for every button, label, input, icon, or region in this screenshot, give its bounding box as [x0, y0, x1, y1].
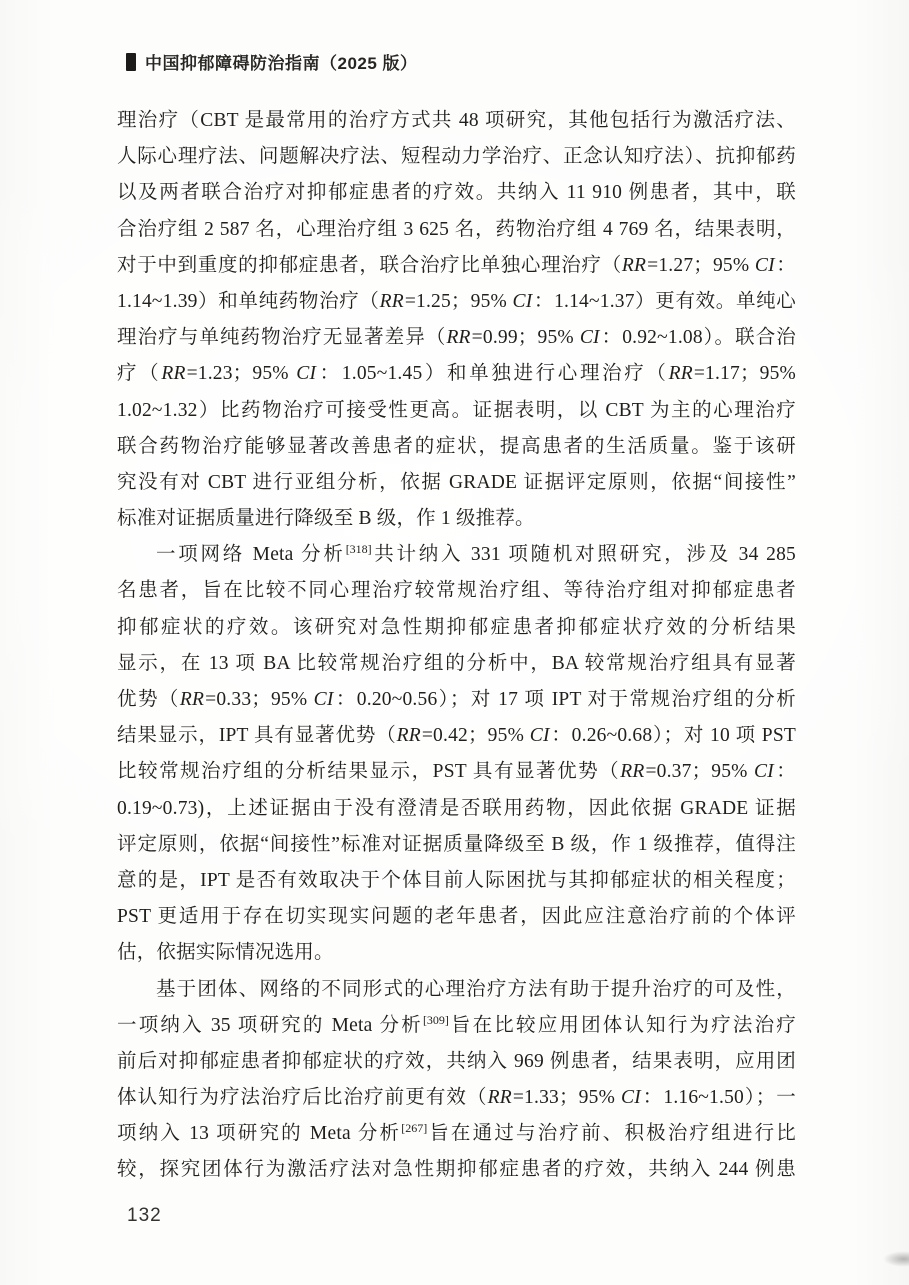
text-line: 0.19~0.73)，上述证据由于没有澄清是否联用药物，因此依据 GRADE 证据: [117, 797, 796, 819]
text-line: 合治疗组 2 587 名，心理治疗组 3 625 名，药物治疗组 4 769 名，结果表明，: [117, 218, 796, 240]
reference-superscript: [318]: [345, 542, 372, 557]
reference-superscript: [267]: [401, 1121, 428, 1136]
text-line: 一项纳入 35 项研究的 Meta 分析[309]旨在比较应用团体认知行为疗法治疗: [117, 1012, 796, 1036]
text-line: 评定原则，依据“间接性”标准对证据质量降级至 B 级，作 1 级推荐，值得注: [117, 833, 796, 855]
text-line: 比较常规治疗组的分析结果显示，PST 具有显著优势（RR=0.37；95% CI：: [117, 761, 796, 783]
text-line: 优势（RR=0.33；95% CI：0.20~0.56）；对 17 项 IPT 对于常规治疗组的分析: [117, 689, 796, 710]
text-line: 项纳入 13 项研究的 Meta 分析[267]旨在通过与治疗前、积极治疗组进行比: [117, 1121, 796, 1145]
text-line: 体认知行为疗法治疗后比治疗前更有效（RR=1.33；95% CI：1.16~1.50）；一: [117, 1087, 796, 1109]
text-line: 一项网络 Meta 分析[318]共计纳入 331 项随机对照研究，涉及 34 285: [156, 542, 796, 566]
text-line: 究没有对 CBT 进行亚组分析，依据 GRADE 证据评定原则，依据“间接性”: [117, 471, 796, 493]
text-line: 以及两者联合治疗对抑郁症患者的疗效。共纳入 11 910 例患者，其中，联: [117, 182, 796, 204]
running-header: [126, 49, 418, 74]
text-line: 估，依据实际情况选用。: [117, 942, 334, 964]
text-line: 名患者，旨在比较不同心理治疗较常规治疗组、等待治疗组对抑郁症患者: [117, 580, 796, 602]
text-line: 疗（RR=1.23；95% CI：1.05~1.45）和单独进行心理治疗（RR=1.17；95%: [117, 363, 796, 385]
text-line: 理治疗与单纯药物治疗无显著差异（RR=0.99；95% CI：0.92~1.08）。联合治: [117, 327, 796, 349]
text-line: 联合药物治疗能够显著改善患者的症状，提高患者的生活质量。鉴于该研: [117, 435, 796, 457]
text-line: 显示，在 13 项 BA 比较常规治疗组的分析中，BA 较常规治疗组具有显著: [117, 652, 796, 674]
text-line: PST 更适用于存在切实现实问题的老年患者，因此应注意治疗前的个体评: [117, 906, 796, 928]
text-line: 结果显示，IPT 具有显著优势（RR=0.42；95% CI：0.26~0.68）；对 10 项 PST: [117, 725, 796, 747]
text-line: 对于中到重度的抑郁症患者，联合治疗比单独心理治疗（RR=1.27；95% CI：: [117, 254, 796, 276]
text-line: 前后对抑郁症患者抑郁症状的疗效，共纳入 969 例患者，结果表明，应用团: [117, 1050, 796, 1072]
text-line: 较，探究团体行为激活疗法对急性期抑郁症患者的疗效，共纳入 244 例患: [117, 1159, 796, 1181]
header-bar-icon: [126, 53, 136, 71]
text-line: 标准对证据质量进行降级至 B 级，作 1 级推荐。: [117, 508, 535, 530]
reference-superscript: [309]: [422, 1012, 449, 1027]
text-line: 基于团体、网络的不同形式的心理治疗方法有助于提升治疗的可及性，: [156, 978, 796, 1000]
body-text: [117, 103, 796, 1189]
scan-artifact: [883, 1251, 909, 1267]
text-line: 人际心理疗法、问题解决疗法、短程动力学治疗、正念认知疗法）、抗抑郁药: [117, 146, 796, 168]
text-line: 1.02~1.32）比药物治疗可接受性更高。证据表明，以 CBT 为主的心理治疗: [117, 399, 796, 421]
text-line: 抑郁症状的疗效。该研究对急性期抑郁症患者抑郁症状疗效的分析结果: [117, 616, 796, 638]
text-line: 理治疗（CBT 是最常用的治疗方式共 48 项研究，其他包括行为激活疗法、: [117, 110, 796, 131]
text-line: 意的是，IPT 是否有效取决于个体目前人际困扰与其抑郁症状的相关程度；: [117, 869, 796, 891]
page-number: 132: [127, 1205, 162, 1226]
text-line: 1.14~1.39）和单纯药物治疗（RR=1.25；95% CI：1.14~1.37）更有效。单纯心: [117, 290, 796, 312]
header-title: 中国抑郁障碍防治指南（2025 版）: [145, 54, 418, 73]
